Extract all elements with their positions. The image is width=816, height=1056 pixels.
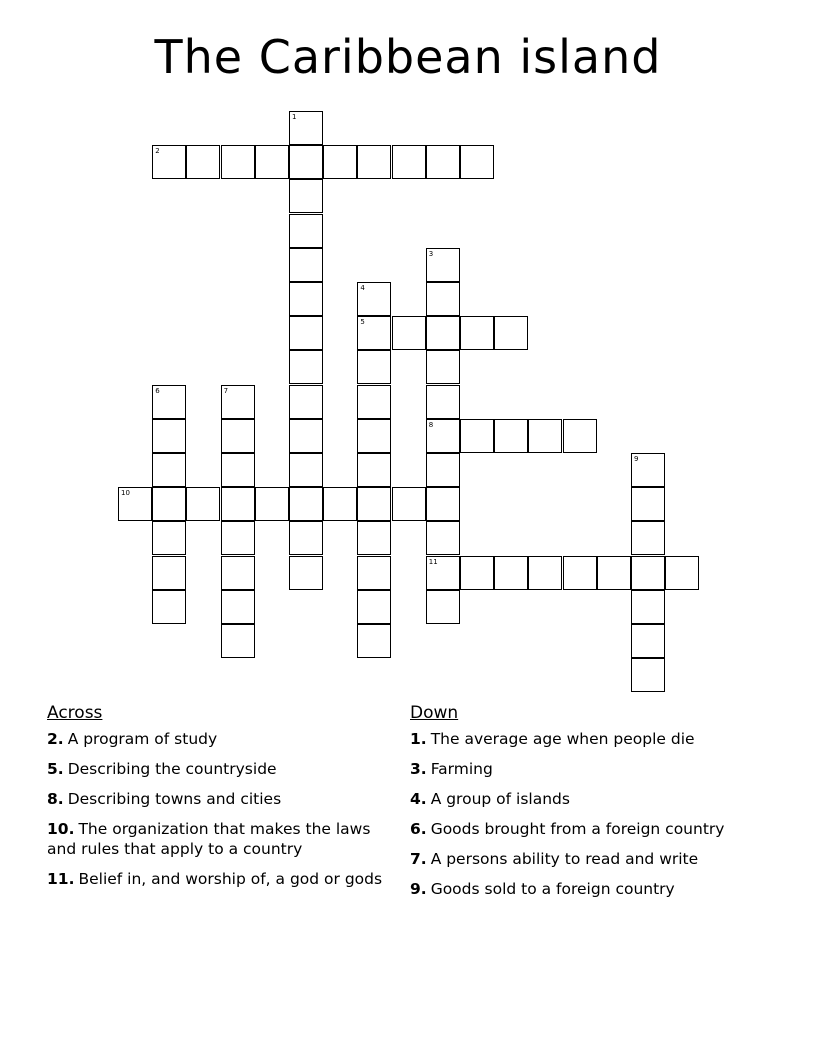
grid-cell[interactable] [426, 453, 460, 487]
grid-cell[interactable] [289, 282, 323, 316]
clue-number: 11. [47, 870, 75, 888]
down-clues [410, 703, 755, 909]
clue-text: A group of islands [430, 790, 570, 808]
grid-cell[interactable] [357, 145, 391, 179]
grid-cell[interactable] [426, 385, 460, 419]
grid-cell[interactable] [563, 419, 597, 453]
clue-text: A persons ability to read and write [430, 850, 699, 868]
clue-down-1 [410, 729, 755, 749]
grid-cell[interactable] [289, 111, 323, 145]
clue-down-7 [410, 849, 755, 869]
grid-cell[interactable] [289, 179, 323, 213]
clue-across-5 [47, 759, 392, 779]
clue-number: 7. [410, 850, 427, 868]
grid-cell[interactable] [221, 590, 255, 624]
grid-cell[interactable] [426, 350, 460, 384]
grid-cell[interactable] [460, 145, 494, 179]
clue-text: The organization that makes the laws and rules that apply to a country [47, 820, 371, 858]
grid-cell[interactable] [221, 624, 255, 658]
grid-cell[interactable] [152, 419, 186, 453]
grid-cell[interactable] [221, 419, 255, 453]
grid-cell[interactable] [289, 385, 323, 419]
grid-cell[interactable] [357, 624, 391, 658]
grid-cell[interactable] [357, 556, 391, 590]
grid-cell[interactable] [221, 521, 255, 555]
grid-cell[interactable] [460, 316, 494, 350]
cell-number: 9 [634, 455, 639, 463]
clue-number: 10. [47, 820, 75, 838]
grid-cell[interactable] [631, 624, 665, 658]
grid-cell[interactable] [392, 316, 426, 350]
grid-cell[interactable] [460, 419, 494, 453]
clue-down-9 [410, 879, 755, 899]
grid-cell[interactable] [152, 556, 186, 590]
grid-cell[interactable] [357, 487, 391, 521]
grid-cell[interactable] [597, 556, 631, 590]
grid-cell[interactable] [494, 556, 528, 590]
grid-cell[interactable] [221, 487, 255, 521]
grid-cell[interactable] [357, 385, 391, 419]
grid-cell[interactable] [152, 385, 186, 419]
grid-cell[interactable] [426, 556, 460, 590]
clue-text: Belief in, and worship of, a god or gods [78, 870, 383, 888]
grid-cell[interactable] [289, 419, 323, 453]
clue-number: 2. [47, 730, 64, 748]
grid-cell[interactable] [631, 453, 665, 487]
grid-cell[interactable] [426, 521, 460, 555]
cell-number: 8 [428, 420, 434, 429]
grid-cell[interactable] [289, 521, 323, 555]
grid-cell[interactable] [289, 453, 323, 487]
cell-number: 4 [360, 284, 365, 292]
grid-cell[interactable] [289, 145, 323, 179]
clue-text: Farming [430, 760, 493, 778]
grid-cell[interactable] [426, 419, 460, 453]
grid-cell[interactable] [289, 214, 323, 248]
grid-cell[interactable] [152, 453, 186, 487]
grid-cell[interactable] [221, 556, 255, 590]
cell-number: 6 [155, 386, 160, 395]
grid-cell[interactable] [289, 487, 323, 521]
grid-cell[interactable] [221, 145, 255, 179]
grid-cell[interactable] [186, 145, 220, 179]
grid-cell[interactable] [631, 521, 665, 555]
page-title: The Caribbean island [154, 30, 662, 84]
clue-down-4 [410, 789, 755, 809]
grid-cell[interactable] [357, 316, 391, 350]
grid-cell[interactable] [255, 145, 289, 179]
grid-cell[interactable] [494, 316, 528, 350]
grid-cell[interactable] [494, 419, 528, 453]
across-clues [47, 703, 392, 899]
grid-cell[interactable] [357, 350, 391, 384]
clue-text: A program of study [67, 730, 218, 748]
clue-number: 4. [410, 790, 427, 808]
clue-number: 5. [47, 760, 64, 778]
cell-number: 2 [155, 147, 160, 156]
grid-cell[interactable] [221, 453, 255, 487]
grid-cell[interactable] [289, 556, 323, 590]
cell-number: 5 [360, 318, 365, 327]
grid-cell[interactable] [357, 590, 391, 624]
clue-number: 6. [410, 820, 427, 838]
clue-text: Goods brought from a foreign country [430, 820, 725, 838]
grid-cell[interactable] [323, 487, 357, 521]
grid-cell[interactable] [426, 487, 460, 521]
cell-number: 3 [428, 249, 434, 258]
grid-cell[interactable] [426, 145, 460, 179]
grid-cell[interactable] [323, 145, 357, 179]
cell-number: 11 [428, 557, 438, 566]
grid-cell[interactable] [118, 487, 152, 521]
clue-text: Describing the countryside [67, 760, 277, 778]
grid-cell[interactable] [357, 419, 391, 453]
clue-number: 8. [47, 790, 64, 808]
clue-text: The average age when people die [430, 730, 695, 748]
grid-cell[interactable] [460, 556, 494, 590]
grid-cell[interactable] [289, 350, 323, 384]
grid-cell[interactable] [426, 282, 460, 316]
grid-cell[interactable] [392, 487, 426, 521]
clue-number: 9. [410, 880, 427, 898]
grid-cell[interactable] [152, 590, 186, 624]
clue-across-8 [47, 789, 392, 809]
grid-cell[interactable] [426, 316, 460, 350]
grid-cell[interactable] [152, 145, 186, 179]
grid-cell[interactable] [392, 145, 426, 179]
grid-cell[interactable] [528, 419, 562, 453]
grid-cell[interactable] [357, 453, 391, 487]
grid-cell[interactable] [186, 487, 220, 521]
grid-cell[interactable] [426, 590, 460, 624]
clue-down-6 [410, 819, 755, 839]
cell-number: 7 [223, 386, 229, 395]
clue-text: Describing towns and cities [67, 790, 282, 808]
clue-number: 3. [410, 760, 427, 778]
grid-cell[interactable] [289, 316, 323, 350]
grid-cell[interactable] [528, 556, 562, 590]
grid-cell[interactable] [152, 521, 186, 555]
grid-cell[interactable] [357, 521, 391, 555]
across-heading: Across [47, 703, 103, 723]
grid-cell[interactable] [221, 385, 255, 419]
clue-text: Goods sold to a foreign country [430, 880, 675, 898]
cell-number: 1 [292, 113, 297, 121]
clue-number: 1. [410, 730, 427, 748]
clue-across-11 [47, 869, 392, 889]
grid-cell[interactable] [255, 487, 289, 521]
grid-cell[interactable] [357, 282, 391, 316]
grid-cell[interactable] [631, 487, 665, 521]
grid-cell[interactable] [426, 248, 460, 282]
clue-across-10 [47, 819, 392, 859]
grid-cell[interactable] [631, 556, 665, 590]
grid-cell[interactable] [631, 590, 665, 624]
grid-cell[interactable] [665, 556, 699, 590]
down-heading: Down [410, 703, 459, 723]
grid-cell[interactable] [152, 487, 186, 521]
clue-across-2 [47, 729, 392, 749]
clue-down-3 [410, 759, 755, 779]
grid-cell[interactable] [563, 556, 597, 590]
cell-number: 10 [121, 489, 130, 498]
grid-cell[interactable] [289, 248, 323, 282]
grid-cell[interactable] [631, 658, 665, 692]
